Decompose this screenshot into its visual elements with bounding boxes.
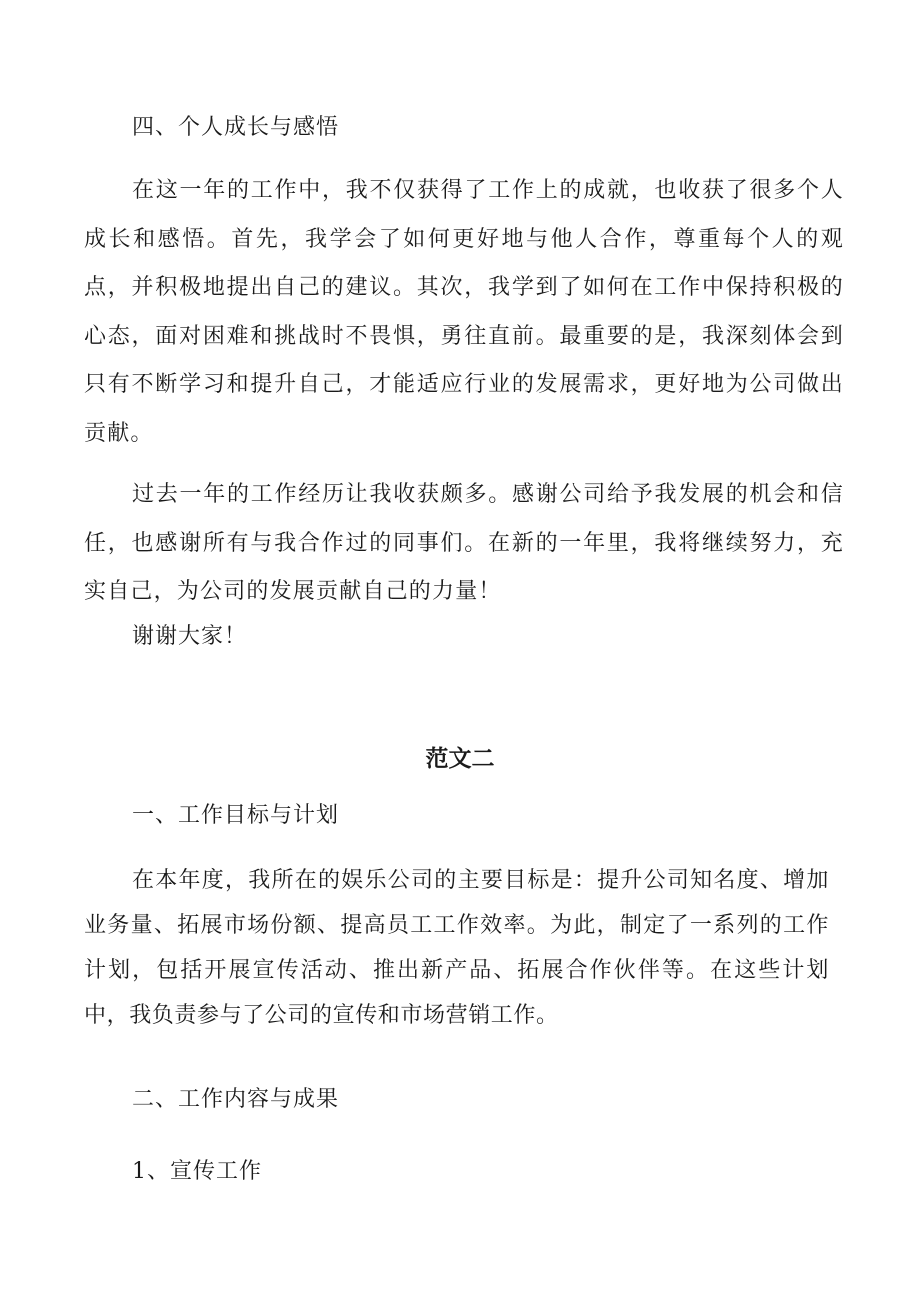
section-heading: 一、工作目标与计划 <box>132 803 340 828</box>
section-heading: 二、工作内容与成果 <box>132 1087 340 1112</box>
list-item: 1、宣传工作 <box>132 1159 262 1184</box>
paragraph: 过去一年的工作经历让我收获颇多。感谢公司给予我发展的机会和信任，也感谢所有与我合作过的同事们。在新的一年里，我将继续努力，充实自己，为公司的发展贡献自己的力量！ <box>84 482 844 604</box>
paragraph: 在这一年的工作中，我不仅获得了工作上的成就，也收获了很多个人成长和感悟。首先，我学会了如何更好地与他人合作，尊重每个人的观点，并积极地提出自己的建议。其次，我学到了如何在工作中保持积极的心态，面对困难和挑战时不畏惧，勇往直前。最重要的是，我深刻体会到只有不断学习和提升自己，才能适应行业的发展需求，更好地为公司做出贡献。 <box>84 178 844 446</box>
section-heading: 四、个人成长与感悟 <box>132 115 340 140</box>
closing-text: 谢谢大家！ <box>132 624 248 649</box>
paragraph: 在本年度，我所在的娱乐公司的主要目标是：提升公司知名度、增加业务量、拓展市场份额、提高员工工作效率。为此，制定了一系列的工作计划，包括开展宣传活动、推出新产品、拓展合作伙伴等。在这些计划中，我负责参与了公司的宣传和市场营销工作。 <box>84 868 829 1028</box>
page-title: 范文二 <box>425 746 495 772</box>
